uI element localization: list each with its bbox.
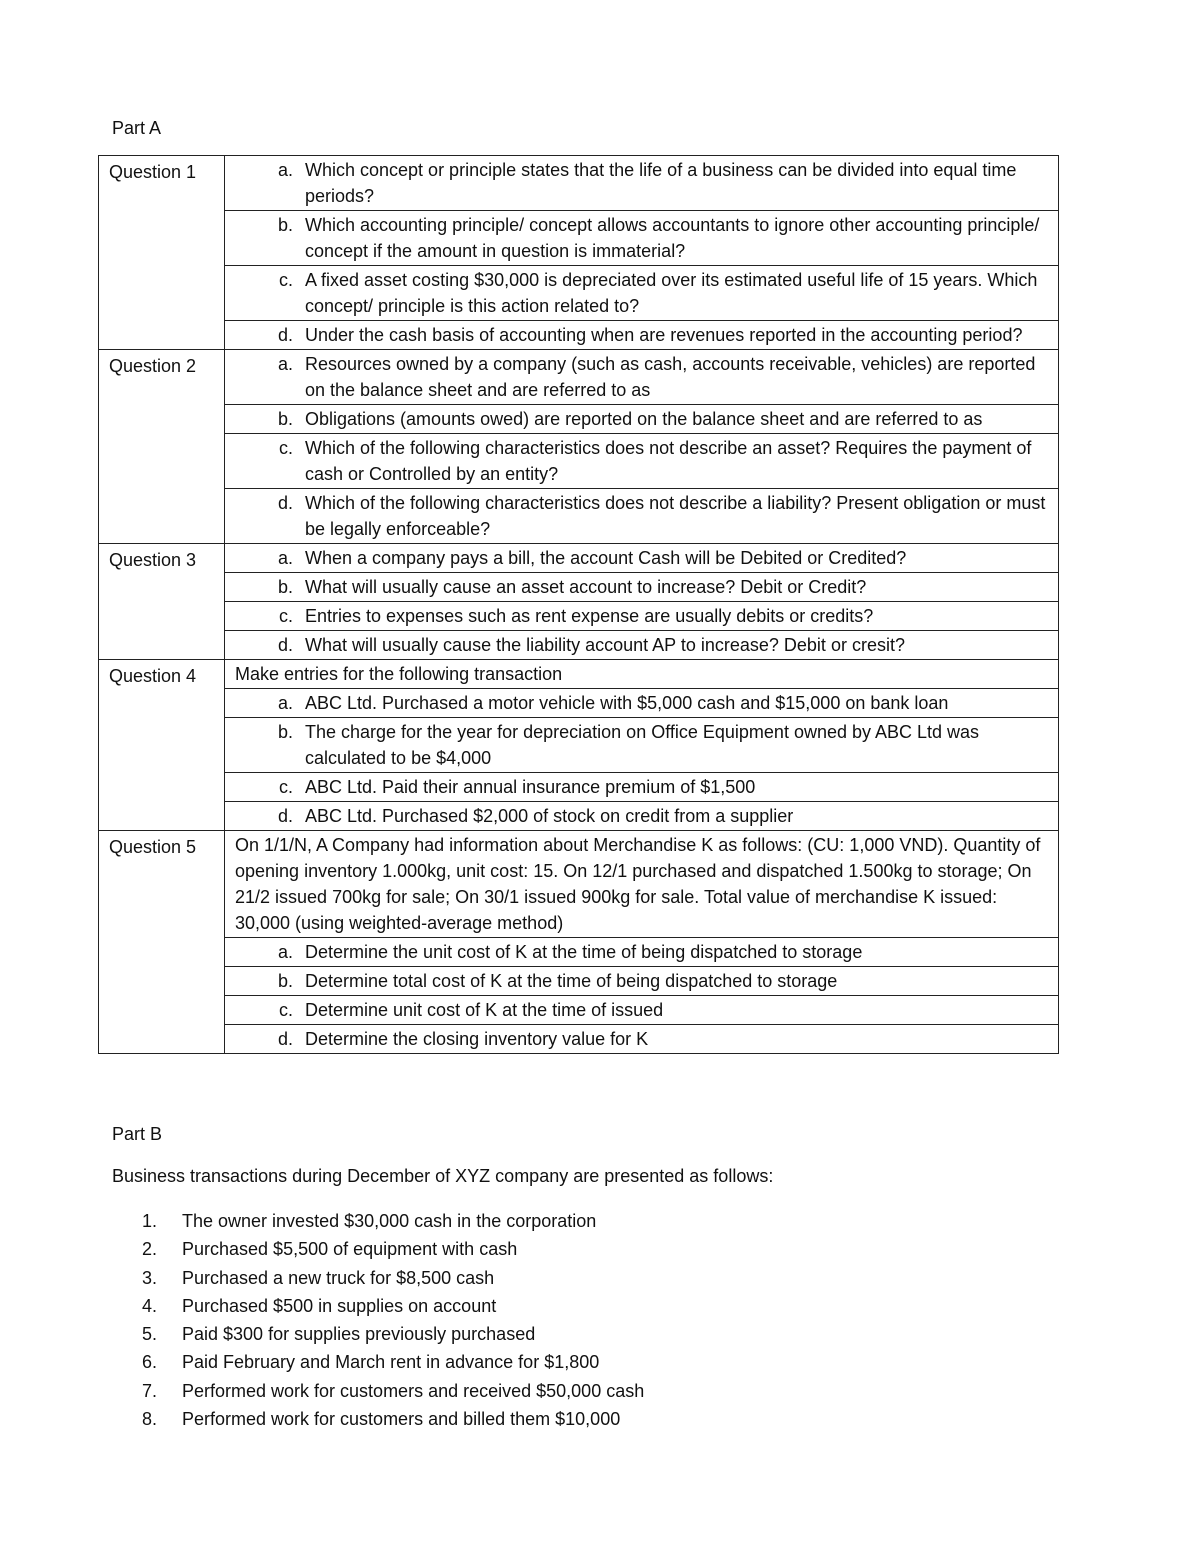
question-label: Question 1	[99, 156, 225, 350]
transaction-number-cell	[112, 1207, 182, 1235]
transaction-item	[112, 1207, 644, 1235]
question-item	[235, 803, 1050, 829]
part-b-heading: Part B	[112, 1124, 163, 1144]
item-text: The charge for the year for depreciation on Office Equipment owned by ABC Ltd was calculated to be $4,000	[305, 722, 980, 768]
question-row	[99, 602, 1059, 631]
item-text: Obligations (amounts owed) are reported on the balance sheet and are referred to as	[305, 409, 983, 429]
transaction-text: Purchased a new truck for $8,500 cash	[182, 1267, 495, 1288]
question-item-cell	[225, 631, 1059, 660]
item-letter: d.	[277, 806, 293, 826]
question-item	[235, 719, 1050, 771]
question-item-cell	[225, 938, 1059, 967]
item-text: When a company pays a bill, the account Cash will be Debited or Credited?	[305, 548, 907, 568]
item-text: Determine total cost of K at the time of being dispatched to storage	[305, 971, 838, 991]
question-row	[99, 156, 1059, 211]
item-text: ABC Ltd. Purchased a motor vehicle with $5,000 cash and $15,000 on bank loan	[305, 693, 949, 713]
transaction-number: 1.	[142, 1211, 158, 1231]
transactions-list	[112, 1207, 644, 1433]
transaction-number: 6.	[142, 1352, 158, 1373]
question-row	[99, 996, 1059, 1025]
question-item	[235, 545, 1050, 571]
question-item-cell	[225, 434, 1059, 489]
item-letter: d.	[277, 635, 293, 655]
questions-table	[98, 155, 1059, 1054]
item-letter: a.	[277, 548, 293, 568]
transaction-number-cell	[112, 1320, 182, 1348]
question-item-cell	[225, 1025, 1059, 1054]
question-row	[99, 831, 1059, 938]
item-letter: d.	[277, 1029, 293, 1049]
transaction-number-cell	[112, 1235, 182, 1263]
item-letter: d.	[277, 493, 293, 513]
question-row	[99, 689, 1059, 718]
item-letter: c.	[278, 1000, 293, 1020]
item-text: Determine the closing inventory value for K	[305, 1029, 649, 1049]
question-item	[235, 351, 1050, 403]
question-row	[99, 405, 1059, 434]
question-item	[235, 406, 1050, 432]
question-row	[99, 802, 1059, 831]
question-item-cell	[225, 405, 1059, 434]
item-text: ABC Ltd. Paid their annual insurance premium of $1,500	[305, 777, 756, 797]
item-letter: b.	[277, 971, 293, 991]
question-item	[235, 774, 1050, 800]
transaction-item	[112, 1405, 644, 1433]
transaction-item	[112, 1377, 644, 1405]
question-item-cell	[225, 718, 1059, 773]
item-text: Which concept or principle states that the life of a business can be divided into equal time periods?	[305, 160, 1017, 206]
transaction-item	[112, 1264, 644, 1292]
item-text: Which of the following characteristics does not describe a liability? Present obligation or must be legally enforceable?	[305, 493, 1046, 539]
question-item	[235, 490, 1050, 542]
transaction-item	[112, 1320, 644, 1348]
transaction-number: 8.	[142, 1409, 158, 1430]
transaction-number: 7.	[142, 1380, 158, 1401]
transaction-item	[112, 1292, 644, 1320]
part-b-intro: Business transactions during December of XYZ company are presented as follows:	[112, 1166, 774, 1186]
transaction-text: Performed work for customers and billed them $10,000	[182, 1409, 621, 1430]
question-item	[235, 322, 1050, 348]
question-item	[235, 1026, 1050, 1052]
question-item	[235, 939, 1050, 965]
question-item-cell	[225, 266, 1059, 321]
question-item	[235, 435, 1050, 487]
question-item	[235, 157, 1050, 209]
transaction-number: 4.	[142, 1295, 158, 1316]
item-letter: a.	[277, 942, 293, 962]
question-row	[99, 489, 1059, 544]
question-item	[235, 603, 1050, 629]
question-item-cell	[225, 967, 1059, 996]
question-row	[99, 266, 1059, 321]
question-row	[99, 434, 1059, 489]
item-text: Under the cash basis of accounting when are revenues reported in the accounting period?	[305, 325, 1023, 345]
question-row	[99, 350, 1059, 405]
transaction-number-cell	[112, 1292, 182, 1320]
question-item-cell	[225, 211, 1059, 266]
question-row	[99, 718, 1059, 773]
transaction-number: 2.	[142, 1239, 158, 1260]
question-item-cell	[225, 996, 1059, 1025]
question-row	[99, 211, 1059, 266]
item-letter: b.	[277, 409, 293, 429]
transaction-number: 5.	[142, 1324, 158, 1345]
item-text: Resources owned by a company (such as cash, accounts receivable, vehicles) are reported on the balance sheet and are referred to as	[305, 354, 1036, 400]
item-text: Determine unit cost of K at the time of issued	[305, 1000, 664, 1020]
question-item	[235, 212, 1050, 264]
question-item-cell	[225, 802, 1059, 831]
item-text: Determine the unit cost of K at the time of being dispatched to storage	[305, 942, 863, 962]
item-text: Entries to expenses such as rent expense are usually debits or credits?	[305, 606, 874, 626]
item-letter: b.	[277, 215, 293, 235]
item-letter: b.	[277, 577, 293, 597]
question-item-cell	[225, 773, 1059, 802]
item-letter: c.	[278, 777, 293, 797]
transaction-text: Paid February and March rent in advance for $1,800	[182, 1352, 600, 1373]
transaction-number-cell	[112, 1377, 182, 1405]
item-text: What will usually cause the liability account AP to increase? Debit or cresit?	[305, 635, 905, 655]
question-intro: Make entries for the following transaction	[225, 660, 1059, 689]
question-item	[235, 968, 1050, 994]
item-text: A fixed asset costing $30,000 is depreciated over its estimated useful life of 15 years. Which concept/ principle is this action related to?	[305, 270, 1038, 316]
item-letter: a.	[277, 354, 293, 374]
question-label: Question 4	[99, 660, 225, 831]
part-a-heading: Part A	[112, 118, 162, 138]
question-item-cell	[225, 489, 1059, 544]
question-item-cell	[225, 602, 1059, 631]
question-row	[99, 544, 1059, 573]
transaction-text: The owner invested $30,000 cash in the corporation	[182, 1211, 597, 1231]
item-letter: d.	[277, 325, 293, 345]
transaction-text: Paid $300 for supplies previously purchased	[182, 1324, 536, 1345]
transaction-number-cell	[112, 1405, 182, 1433]
item-letter: c.	[278, 438, 293, 458]
question-row	[99, 321, 1059, 350]
question-item-cell	[225, 544, 1059, 573]
question-item-cell	[225, 573, 1059, 602]
question-item-cell	[225, 321, 1059, 350]
item-text: ABC Ltd. Purchased $2,000 of stock on credit from a supplier	[305, 806, 794, 826]
item-letter: c.	[278, 606, 293, 626]
item-letter: b.	[277, 722, 293, 742]
transaction-number-cell	[112, 1348, 182, 1376]
question-row	[99, 573, 1059, 602]
transaction-text: Performed work for customers and received $50,000 cash	[182, 1380, 645, 1401]
item-text: What will usually cause an asset account to increase? Debit or Credit?	[305, 577, 867, 597]
question-item-cell	[225, 350, 1059, 405]
transaction-text: Purchased $5,500 of equipment with cash	[182, 1239, 518, 1260]
item-letter: c.	[278, 270, 293, 290]
question-item	[235, 632, 1050, 658]
question-item	[235, 690, 1050, 716]
item-letter: a.	[277, 693, 293, 713]
question-intro: On 1/1/N, A Company had information about Merchandise K as follows: (CU: 1,000 VND). Quantity of opening inventory 1.000kg, unit cost: 15. On 12/1 purchased and dispatched 1.500kg to storage; On 21/2 issued 700kg for sale; On 30/1 issued 900kg for sale. Total value of merchandise K issued: 30,000 (using weighted-average method)	[225, 831, 1059, 938]
question-label: Question 2	[99, 350, 225, 544]
question-row	[99, 938, 1059, 967]
transaction-text: Purchased $500 in supplies on account	[182, 1295, 497, 1316]
question-item	[235, 997, 1050, 1023]
question-item-cell	[225, 689, 1059, 718]
item-letter: a.	[277, 160, 293, 180]
question-row	[99, 773, 1059, 802]
item-text: Which accounting principle/ concept allows accountants to ignore other accounting principle/ concept if the amount in question is immaterial?	[305, 215, 1040, 261]
transaction-number: 3.	[142, 1267, 158, 1288]
question-item	[235, 267, 1050, 319]
question-row	[99, 1025, 1059, 1054]
transaction-number-cell	[112, 1264, 182, 1292]
question-row	[99, 631, 1059, 660]
item-text: Which of the following characteristics does not describe an asset? Requires the payment of cash or Controlled by an entity?	[305, 438, 1032, 484]
question-item-cell	[225, 156, 1059, 211]
question-row	[99, 967, 1059, 996]
transaction-item	[112, 1348, 644, 1376]
question-label: Question 5	[99, 831, 225, 1054]
transaction-item	[112, 1235, 644, 1263]
question-item	[235, 574, 1050, 600]
question-label: Question 3	[99, 544, 225, 660]
question-row	[99, 660, 1059, 689]
